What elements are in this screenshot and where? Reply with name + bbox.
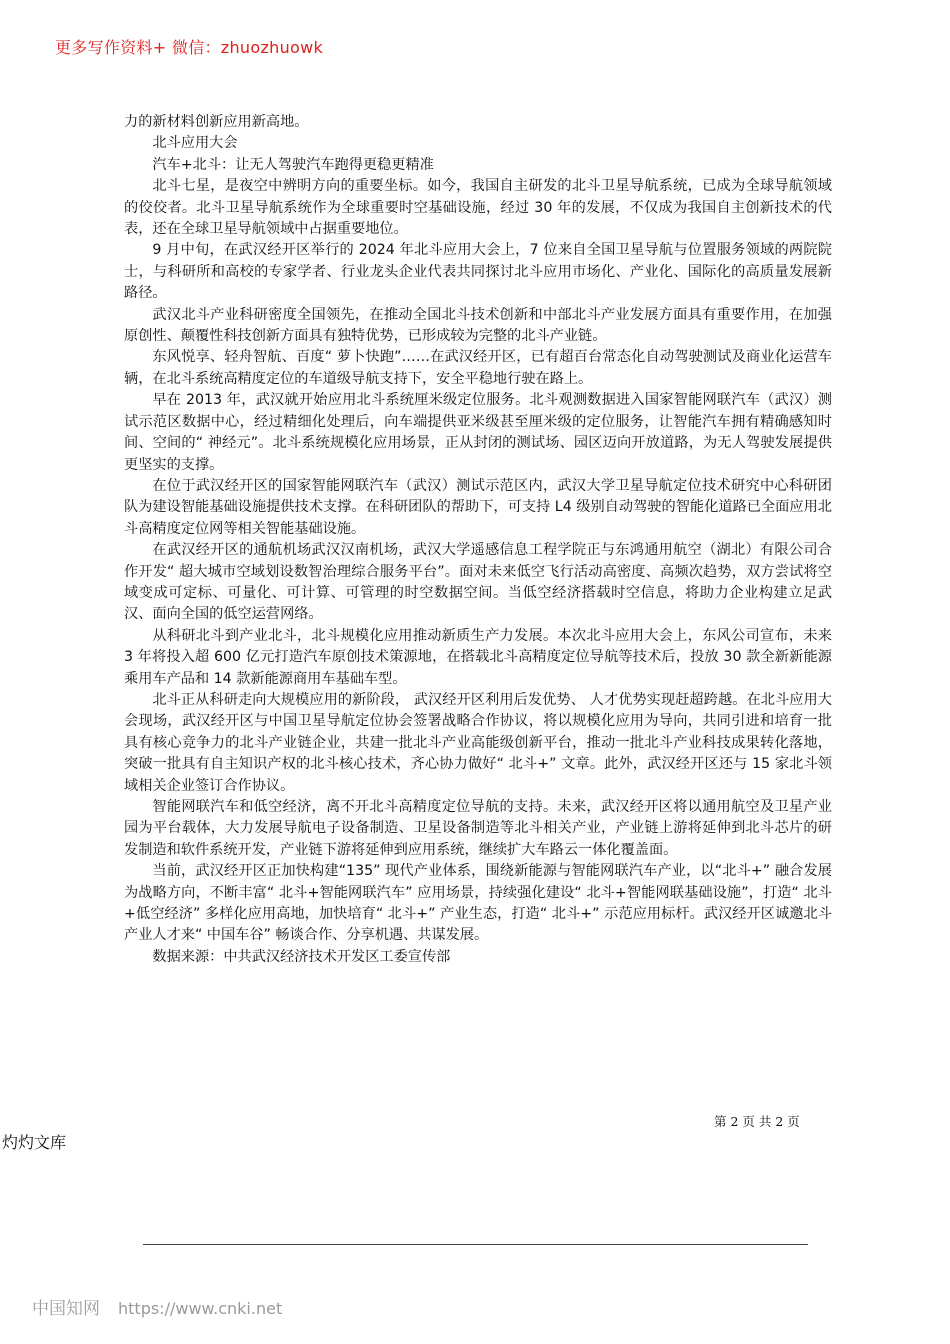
paragraph: 北斗正从科研走向大规模应用的新阶段， 武汉经开区利用后发优势、 人才优势实现赶超跨越。在北斗应用大会现场，武汉经开区与中国卫星导航定位协会签署战略合作协议，将以规模化应用为导向，共同引进和培育一批具有核心竞争力的北斗产业链企业，共建一批北斗产业高能级创新平台，推动一批北斗产业科技成果转化落地，突破一批具有自主知识产权的北斗核心技术，齐心协力做好“ 北斗+” 文章。此外，武汉经开区还与 15 家北斗领域相关企业签订合作协议。 [124,691,832,794]
paragraph: 在位于武汉经开区的国家智能网联汽车（武汉）测试示范区内，武汉大学卫星导航定位技术研究中心科研团队为建设智能基础设施提供技术支撑。在科研团队的帮助下，可支持 L4 级别自动驾驶的智能化道路已全面应用北斗高精度定位网等相关智能基础设施。 [124,477,832,537]
paragraph: 从科研北斗到产业北斗，北斗规模化应用推动新质生产力发展。本次北斗应用大会上，东风公司宣布，未来 3 年将投入超 600 亿元打造汽车原创技术策源地，在搭载北斗高精度定位导航等技术后，投放 30 款全新新能源乘用车产品和 14 款新能源商用车基础车型。 [124,627,832,687]
article-body [124,112,832,968]
watermark-brand: 中国知网 [32,1299,100,1319]
paragraph: 东风悦享、轻舟智航、百度“ 萝卜快跑”……在武汉经开区，已有超百台常态化自动驾驶测试及商业化运营车辆，在北斗系统高精度定位的车道级导航支持下，安全平稳地行驶在路上。 [124,349,832,387]
paragraph: 当前，武汉经开区正加快构建“135” 现代产业体系，围绕新能源与智能网联汽车产业，以“北斗+” 融合发展为战略方向，不断丰富“ 北斗+智能网联汽车” 应用场景，持续强化建设“ 北斗+智能网联基础设施”，打造“ 北斗+低空经济” 多样化应用高地，加快培育“ 北斗+” 产业生态，打造“ 北斗+” 示范应用标杆。武汉经开区诚邀北斗产业人才来“ 中国车谷” 畅谈合作、分享机遇、共谋发展。 [124,863,832,944]
footer-divider [143,1244,808,1245]
watermark-footer [32,1294,282,1319]
article-subtitle: 汽车+北斗：让无人驾驶汽车跑得更稳更精准 [152,156,434,173]
paragraph: 北斗七星，是夜空中辨明方向的重要坐标。如今，我国自主研发的北斗卫星导航系统，已成为全球导航领域的佼佼者。北斗卫星导航系统作为全球重要时空基础设施，经过 30 年的发展，不仅成为我国自主创新技术的代表，还在全球卫星导航领域中占据重要地位。 [124,178,832,238]
paragraph: 在武汉经开区的通航机场武汉汉南机场，武汉大学遥感信息工程学院正与东鸿通用航空（湖北）有限公司合作开发“ 超大城市空域划设数智治理综合服务平台”。面对未来低空飞行活动高密度、高频次趋势，双方尝试将空域变成可定标、可量化、可计算、可管理的时空数据空间。当低空经济搭载时空信息，将助力企业构建立足武汉、面向全国的低空运营网络。 [124,542,832,623]
section-heading: 北斗应用大会 [152,135,238,152]
source-line: 数据来源：中共武汉经济技术开发区工委宣传部 [152,948,451,965]
watermark-url: https://www.cnki.net [118,1299,283,1318]
paragraph: 武汉北斗产业科研密度全国领先，在推动全国北斗技术创新和中部北斗产业发展方面具有重要作用，在加强原创性、颠覆性科技创新方面具有独特优势，已形成较为完整的北斗产业链。 [124,306,832,345]
library-name: 灼灼文库 [2,1133,67,1152]
page-number: 第 2 页 共 2 页 [714,1114,800,1129]
paragraph: 早在 2013 年，武汉就开始应用北斗系统厘米级定位服务。北斗观测数据进入国家智能网联汽车（武汉）测试示范区数据中心，经过精细化处理后，向车端提供亚米级甚至厘米级的定位服务，让智能汽车拥有精确感知时间、空间的“ 神经元”。北斗系统规模化应用场景，正从封闭的测试场、园区迈向开放道路，为无人驾驶发展提供更坚实的支撑。 [124,392,832,473]
paragraph: 智能网联汽车和低空经济，离不开北斗高精度定位导航的支持。未来，武汉经开区将以通用航空及卫星产业园为平台载体，大力发展导航电子设备制造、卫星设备制造等北斗相关产业，产业链上游将延伸到北斗芯片的研发制造和软件系统开发，产业链下游将延伸到应用系统，继续扩大车路云一体化覆盖面。 [124,799,832,858]
promo-header: 更多写作资料+ 微信：zhuozhuowk [55,38,324,57]
paragraph: 9 月中旬，在武汉经开区举行的 2024 年北斗应用大会上，7 位来自全国卫星导航与位置服务领域的两院院士，与科研所和高校的专家学者、行业龙头企业代表共同探讨北斗应用市场化、产业化、国际化的高质量发展新路径。 [124,242,832,302]
paragraph-continuation: 力的新材料创新应用新高地。 [124,114,309,130]
